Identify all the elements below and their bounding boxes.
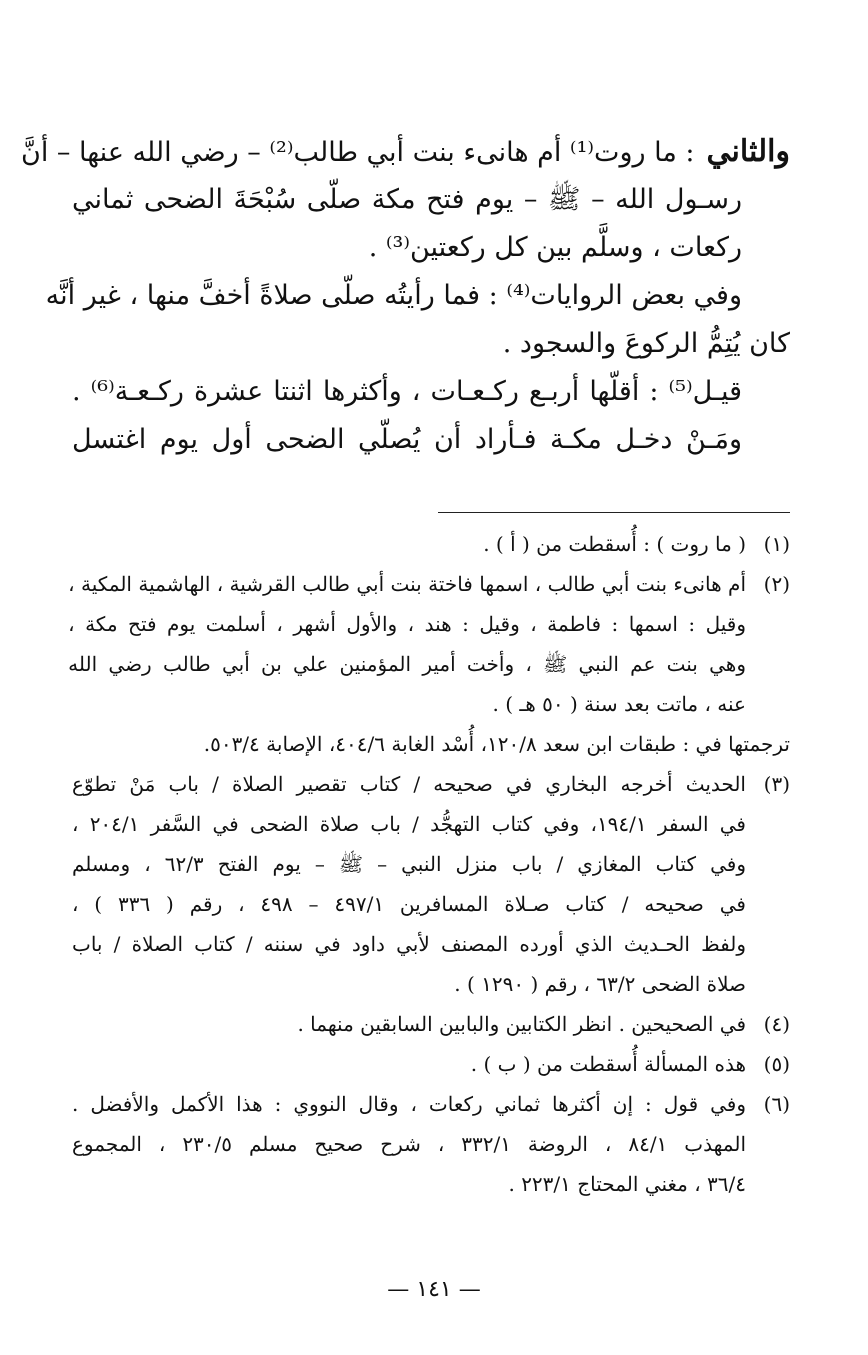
- footnote-number: (٢): [763, 572, 790, 596]
- footnote-line: وفي كتاب المغازي / باب منزل النبي – ﷺ – يوم الفتح ٦٢/٣ ، ومسلم: [72, 852, 746, 876]
- footnote-line: هذه المسألة أُسقطت من ( ب ) .: [470, 1052, 746, 1076]
- text-line: [45, 272, 790, 320]
- text-line: [21, 128, 790, 176]
- line-text: : ما روت⁽¹⁾ أم هانىء بنت أبي طالب⁽²⁾ – رضي الله عنها – أنَّ: [21, 137, 695, 168]
- text-line: [72, 224, 790, 272]
- footnote-line: في الصحيحين . انظر الكتابين والبابين السابقين منهما .: [297, 1012, 746, 1036]
- footnote-4: [72, 1004, 790, 1044]
- footnote-number: (٣): [763, 772, 790, 796]
- footnote-separator: [438, 512, 790, 513]
- footnote-line: وقيل : اسمها : فاطمة ، وقيل : هند ، والأول أشهر ، أسلمت يوم فتح مكة ،: [68, 612, 746, 636]
- text-line: [72, 416, 790, 464]
- footnote-number: (٥): [763, 1052, 790, 1076]
- line-text: ومَـنْ دخـل مكـة فـأراد أن يُصلّي الضحى أول يوم اغتسل: [72, 424, 742, 455]
- main-text: [21, 128, 790, 464]
- footnote-6: [72, 1084, 790, 1204]
- footnote-line: ترجمتها في : طبقات ابن سعد ١٢٠/٨، أُسْد الغابة ٤٠٤/٦، الإصابة ٥٠٣/٤.: [203, 732, 790, 756]
- line-text: وفي بعض الروايات⁽⁴⁾ : فما رأيتُه صلّى صلاةً أخفَّ منها ، غير أنَّه: [45, 280, 742, 311]
- footnote-number: (٤): [763, 1012, 790, 1036]
- footnote-3: [72, 764, 790, 1004]
- footnote-line: صلاة الضحى ٦٣/٢ ، رقم ( ١٢٩٠ ) .: [454, 972, 746, 996]
- footnote-number: (١): [763, 532, 790, 556]
- footnote-line: وهي بنت عم النبي ﷺ ، وأخت أمير المؤمنين علي بن أبي طالب رضي الله: [68, 652, 746, 676]
- footnote-line: ( ما روت ) : أُسقطت من ( أ ) .: [483, 532, 746, 556]
- text-line: [72, 368, 790, 416]
- footnote-2: [68, 564, 790, 724]
- footnote-line: المهذب ٨٤/١ ، الروضة ٣٣٢/١ ، شرح صحيح مسلم ٢٣٠/٥ ، المجموع: [72, 1132, 747, 1156]
- text-line: [72, 176, 790, 224]
- line-text: كان يُتِمُّ الركوعَ والسجود .: [502, 328, 790, 359]
- footnote-line: ٣٦/٤ ، مغني المحتاج ٢٢٣/١ .: [508, 1172, 746, 1196]
- line-text: ركعات ، وسلَّم بين كل ركعتين⁽³⁾ .: [368, 232, 742, 263]
- line-text: قيـل⁽⁵⁾ : أقلّها أربـع ركـعـات ، وأكثرها اثنتا عشرة ركـعـة⁽⁶⁾ .: [72, 376, 743, 407]
- text-line: [72, 320, 790, 368]
- footnote-1: [72, 524, 790, 564]
- footnote-line: ولفظ الحـديث الذي أورده المصنف لأبي داود في سننه / كتاب الصلاة / باب: [72, 932, 746, 956]
- page-number: — ١٤١ —: [387, 1277, 481, 1302]
- footnote-5: [72, 1044, 790, 1084]
- footnote-line: في السفر ١٩٤/١، وفي كتاب التهجُّد / باب صلاة الضحى في السَّفر ٢٠٤/١ ،: [72, 812, 746, 836]
- footnote-2-sources: [72, 724, 790, 764]
- section-lead-word: والثاني: [706, 134, 790, 169]
- footnote-line: عنه ، ماتت بعد سنة ( ٥٠ هـ ) .: [492, 692, 746, 716]
- footnote-number: (٦): [763, 1092, 790, 1116]
- footnote-line: الحديث أخرجه البخاري في صحيحه / كتاب تقصير الصلاة / باب مَنْ تطوّع: [72, 772, 746, 796]
- footnote-line: وفي قول : إن أكثرها ثماني ركعات ، وقال النووي : هذا الأكمل والأفضل .: [72, 1092, 746, 1116]
- footnote-line: أم هانىء بنت أبي طالب ، اسمها فاختة بنت أبي طالب القرشية ، الهاشمية المكية ،: [68, 572, 746, 596]
- line-text: رسـول الله – ﷺ – يوم فتح مكة صلّى سُبْحَةَ الضحى ثماني: [72, 184, 742, 215]
- footnotes: [68, 524, 790, 1204]
- footnote-line: في صحيحه / كتاب صـلاة المسافرين ٤٩٧/١ – ٤٩٨ ، رقم ( ٣٣٦ ) ،: [72, 892, 746, 916]
